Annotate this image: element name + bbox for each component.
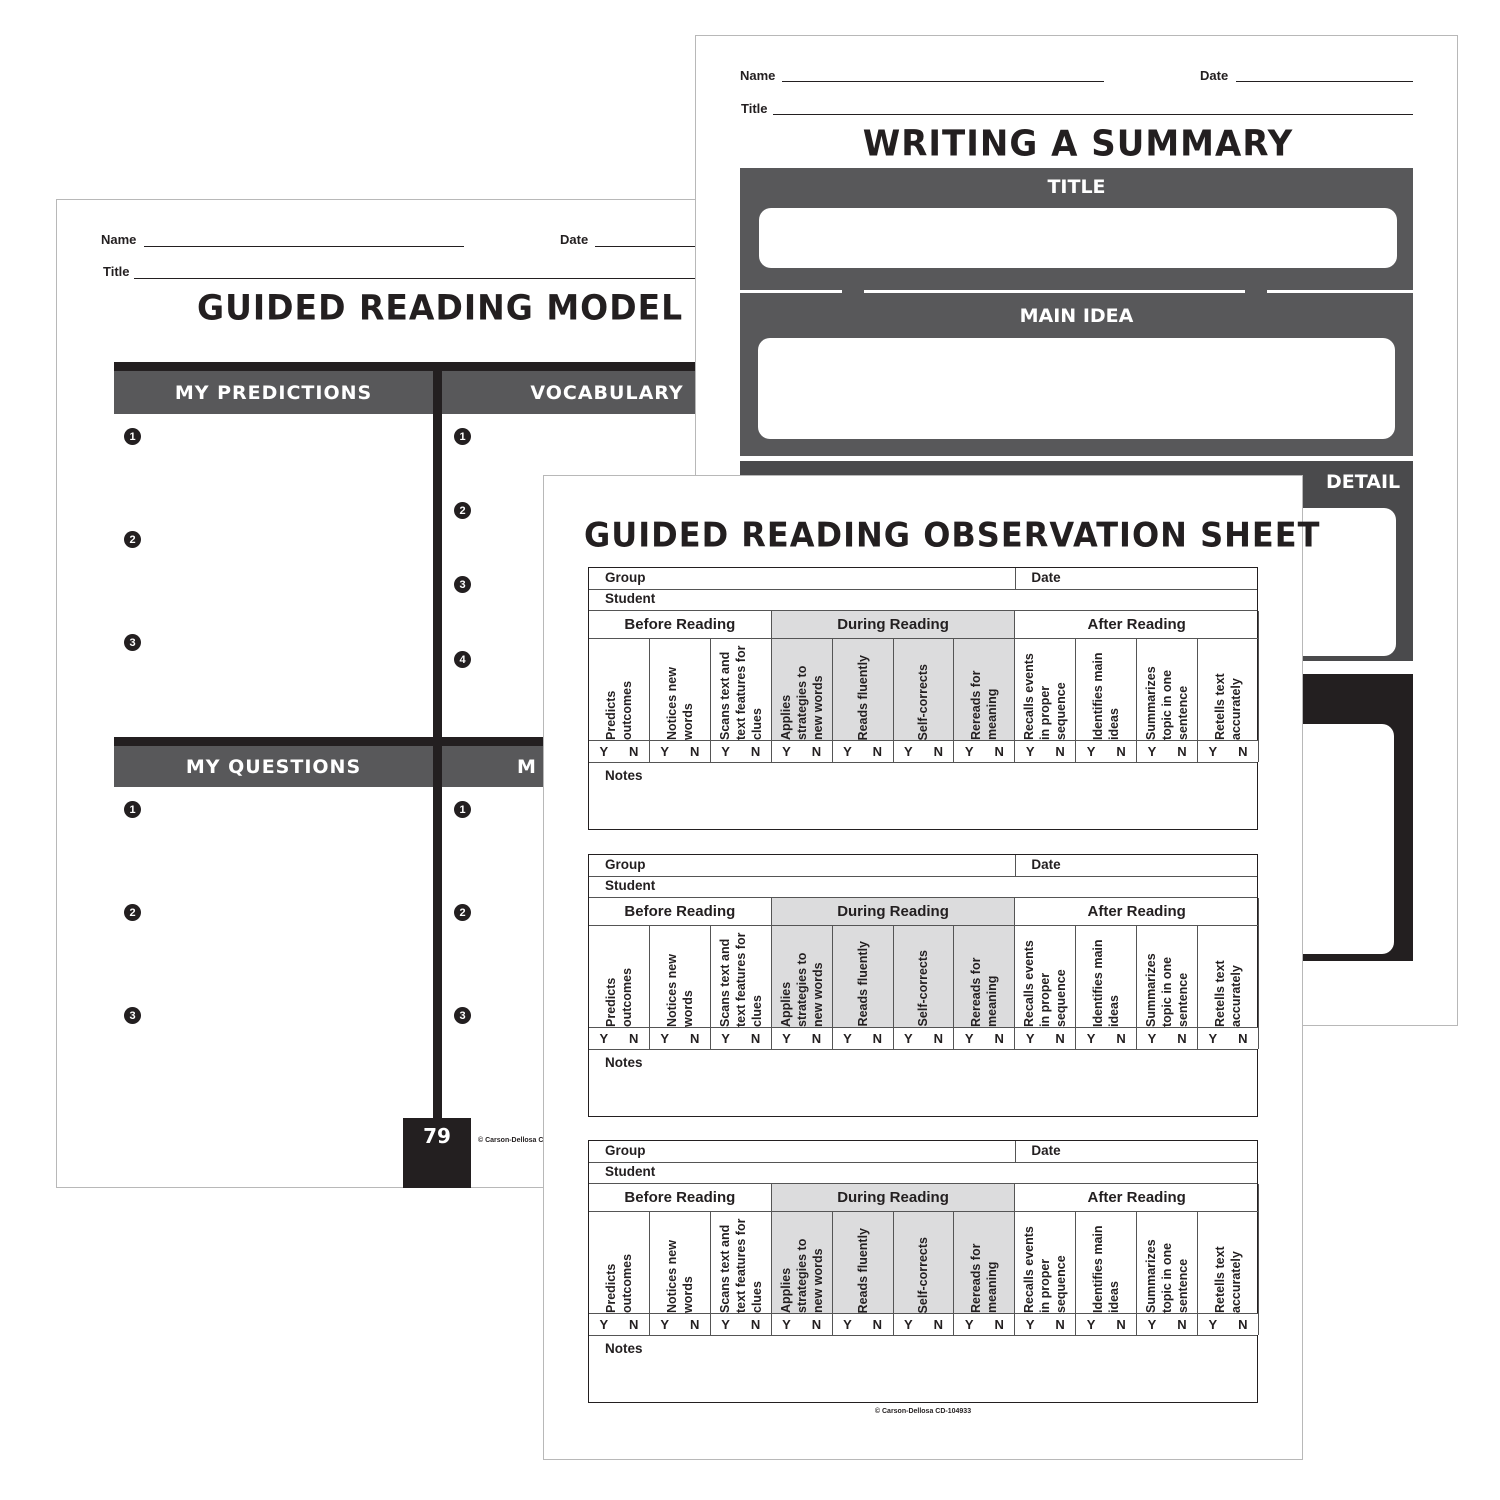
no-option[interactable]: N <box>811 1317 822 1332</box>
no-option[interactable]: N <box>811 744 822 759</box>
yes-option[interactable]: Y <box>721 1030 730 1046</box>
connector <box>1245 286 1267 326</box>
criterion-label: Reads fluently <box>855 1227 870 1313</box>
yes-option[interactable]: Y <box>903 1317 913 1332</box>
observation-table <box>588 567 1258 830</box>
divider <box>589 1335 1257 1336</box>
criterion-column <box>1015 1212 1076 1335</box>
criterion-label: Retells text accurately <box>1213 1246 1244 1313</box>
criterion-label: Recalls events in proper sequence <box>1022 653 1069 740</box>
criterion-label: Identifies main ideas <box>1091 938 1122 1027</box>
section-header-4: M <box>442 746 772 787</box>
no-option[interactable]: N <box>689 744 700 759</box>
section-header: Before Reading <box>589 611 772 639</box>
no-option[interactable]: N <box>629 744 639 759</box>
connector <box>842 286 864 326</box>
number-marker: 3 <box>454 576 471 593</box>
section-header: After Reading <box>1015 898 1259 926</box>
criterion-column <box>650 926 711 1049</box>
criterion-label: Retells text accurately <box>1213 673 1244 740</box>
criterion-label: Applies strategies to new words <box>778 952 825 1027</box>
copyright: © Carson-Dellosa CD-104933 <box>874 1408 972 1415</box>
criterion-column <box>1137 926 1198 1049</box>
no-option[interactable]: N <box>1116 744 1126 759</box>
no-option[interactable]: N <box>629 1030 639 1046</box>
date-field[interactable] <box>1236 81 1413 82</box>
yes-option[interactable]: Y <box>1147 744 1157 759</box>
no-option[interactable]: N <box>933 1030 943 1046</box>
group-row <box>589 568 1257 590</box>
criterion-label: Summarizes topic in one sentence <box>1144 666 1191 740</box>
divider <box>589 762 1257 763</box>
number-marker: 4 <box>454 651 471 668</box>
notes-field[interactable] <box>589 1337 1257 1402</box>
criterion-label: Self-corrects <box>916 1236 931 1313</box>
no-option[interactable]: N <box>872 744 883 759</box>
criterion-label: Self-corrects <box>916 950 931 1027</box>
student-row[interactable] <box>589 1162 1257 1184</box>
observation-sheet-page <box>543 475 1321 1460</box>
yes-option[interactable]: Y <box>782 744 791 759</box>
section-header: After Reading <box>1015 1184 1259 1212</box>
section-header: After Reading <box>1015 611 1259 639</box>
student-row[interactable] <box>589 589 1257 611</box>
number-marker: 2 <box>124 531 141 548</box>
yes-option[interactable]: Y <box>964 1317 974 1332</box>
no-option[interactable]: N <box>933 744 943 759</box>
criterion-label: Rereads for meaning <box>969 1243 1000 1313</box>
number-marker: 1 <box>124 801 141 818</box>
number-marker: 3 <box>454 1007 471 1024</box>
criterion-column <box>589 639 650 762</box>
title-panel-label: TITLE <box>1047 176 1106 198</box>
criterion-label: Notices new words <box>664 953 695 1027</box>
criterion-column <box>1137 1212 1198 1335</box>
yes-option[interactable]: Y <box>903 744 913 759</box>
criterion-label: Rereads for meaning <box>969 670 1000 740</box>
page-title: GUIDED READING OBSERVATION SHEET <box>584 515 1321 555</box>
criterion-label: Rereads for meaning <box>969 957 1000 1027</box>
title-box[interactable] <box>759 208 1397 268</box>
section-header: During Reading <box>772 1184 1016 1212</box>
section-header: Before Reading <box>589 898 772 926</box>
criterion-label: Applies strategies to new words <box>778 665 825 740</box>
divider <box>1015 855 1016 876</box>
no-option[interactable]: N <box>1238 1030 1248 1046</box>
criterion-column <box>1137 639 1198 762</box>
criterion-label: Scans text and text features for clues <box>717 932 764 1027</box>
criterion-column <box>772 1212 833 1335</box>
criterion-column <box>1198 926 1259 1049</box>
criterion-column <box>1076 639 1137 762</box>
yes-option[interactable]: Y <box>1208 1317 1218 1332</box>
yes-option[interactable]: Y <box>964 744 974 759</box>
yes-option[interactable]: Y <box>903 1030 913 1046</box>
criterion-label: Predicts outcomes <box>603 680 634 740</box>
yes-option[interactable]: Y <box>721 1317 730 1332</box>
copyright: © Carson-Dellosa C <box>478 1137 544 1144</box>
number-marker: 3 <box>124 1007 141 1024</box>
number-marker: 1 <box>454 801 471 818</box>
yes-option[interactable]: Y <box>964 1030 974 1046</box>
no-option[interactable]: N <box>1177 744 1187 759</box>
no-option[interactable]: N <box>994 1030 1004 1046</box>
detail-label: DETAIL <box>1326 471 1401 493</box>
criterion-label: Applies strategies to new words <box>778 1238 825 1313</box>
criterion-column <box>772 639 833 762</box>
yes-option[interactable]: Y <box>660 1030 670 1046</box>
no-option[interactable]: N <box>994 1317 1004 1332</box>
notes-label: Notes <box>605 768 643 783</box>
criterion-column <box>589 926 650 1049</box>
no-option[interactable]: N <box>1116 1317 1126 1332</box>
criterion-column <box>1015 639 1076 762</box>
date-label: Date <box>1031 1143 1061 1158</box>
yes-option[interactable]: Y <box>1086 1317 1096 1332</box>
yes-option[interactable]: Y <box>1208 1030 1218 1046</box>
criterion-label: Predicts outcomes <box>603 1253 634 1313</box>
yes-option[interactable]: Y <box>782 1317 791 1332</box>
criterion-label: Scans text and text features for clues <box>717 1218 764 1313</box>
divider <box>1015 568 1016 589</box>
criterion-column <box>1198 639 1259 762</box>
criterion-label: Reads fluently <box>855 941 870 1027</box>
criterion-column <box>589 1212 650 1335</box>
criterion-column <box>1015 926 1076 1049</box>
number-marker: 2 <box>454 502 471 519</box>
criterion-column <box>894 639 955 762</box>
yes-option[interactable]: Y <box>660 744 670 759</box>
yes-option[interactable]: Y <box>1086 744 1096 759</box>
criterion-column <box>1198 1212 1259 1335</box>
yes-option[interactable]: Y <box>599 1317 609 1332</box>
vertical-divider <box>433 371 442 1121</box>
no-option[interactable]: N <box>1116 1030 1126 1046</box>
criterion-column <box>833 639 894 762</box>
number-marker: 3 <box>124 634 141 651</box>
criterion-label: Self-corrects <box>916 663 931 740</box>
name-field[interactable] <box>144 246 464 247</box>
yes-option[interactable]: Y <box>1025 1317 1035 1332</box>
criterion-label: Recalls events in proper sequence <box>1022 939 1069 1027</box>
no-option[interactable]: N <box>1177 1030 1187 1046</box>
notes-field[interactable] <box>589 1051 1257 1116</box>
yes-option[interactable]: Y <box>782 1030 791 1046</box>
no-option[interactable]: N <box>750 744 761 759</box>
no-option[interactable]: N <box>1238 744 1248 759</box>
no-option[interactable]: N <box>994 744 1004 759</box>
yes-option[interactable]: Y <box>843 744 852 759</box>
criterion-column <box>1076 1212 1137 1335</box>
yes-option[interactable]: Y <box>843 1030 852 1046</box>
criterion-label: Reads fluently <box>855 654 870 740</box>
criterion-column <box>711 639 772 762</box>
name-field[interactable] <box>782 81 1104 82</box>
divider <box>589 1049 1257 1050</box>
title-label: Title <box>741 101 768 116</box>
title-panel <box>740 168 1413 290</box>
criterion-label: Retells text accurately <box>1213 959 1244 1027</box>
group-label: Group <box>605 856 646 872</box>
criterion-label: Scans text and text features for clues <box>717 645 764 740</box>
date-label: Date <box>1031 856 1061 872</box>
criterion-label: Recalls events in proper sequence <box>1022 1226 1069 1313</box>
notes-label: Notes <box>605 1054 643 1070</box>
section-header-vocabulary: VOCABULARY <box>442 371 772 414</box>
page-title: WRITING A SUMMARY <box>862 123 1294 165</box>
criterion-label: Identifies main ideas <box>1091 652 1122 740</box>
title-label: Title <box>103 264 130 279</box>
yes-option[interactable]: Y <box>1086 1030 1096 1046</box>
group-label: Group <box>605 570 646 585</box>
criterion-label: Notices new words <box>664 667 695 740</box>
divider <box>1015 1141 1016 1162</box>
yes-option[interactable]: Y <box>843 1317 852 1332</box>
yes-option[interactable]: Y <box>1025 1030 1035 1046</box>
yes-option[interactable]: Y <box>1147 1317 1157 1332</box>
yes-option[interactable]: Y <box>599 1030 609 1046</box>
criterion-column <box>1076 926 1137 1049</box>
criterion-column <box>711 926 772 1049</box>
notes-label: Notes <box>605 1341 643 1356</box>
student-row[interactable] <box>589 876 1257 898</box>
number-marker: 2 <box>454 904 471 921</box>
main-idea-label: MAIN IDEA <box>1019 305 1134 327</box>
no-option[interactable]: N <box>872 1317 883 1332</box>
section-header: During Reading <box>772 898 1016 926</box>
no-option[interactable]: N <box>1238 1317 1248 1332</box>
criterion-column <box>772 926 833 1049</box>
criterion-column <box>954 639 1015 762</box>
criterion-column <box>650 1212 711 1335</box>
no-option[interactable]: N <box>689 1030 700 1046</box>
group-row <box>589 1141 1257 1163</box>
no-option[interactable]: N <box>750 1317 761 1332</box>
no-option[interactable]: N <box>689 1317 700 1332</box>
criterion-column <box>650 639 711 762</box>
yes-option[interactable]: Y <box>660 1317 670 1332</box>
name-label: Name <box>101 232 137 247</box>
yes-option[interactable]: Y <box>721 744 730 759</box>
date-label: Date <box>1200 68 1229 83</box>
criterion-label: Identifies main ideas <box>1091 1225 1122 1313</box>
criterion-column <box>894 1212 955 1335</box>
student-label: Student <box>605 591 656 606</box>
no-option[interactable]: N <box>1177 1317 1187 1332</box>
criterion-label: Notices new words <box>664 1240 695 1313</box>
yes-option[interactable]: Y <box>1147 1030 1157 1046</box>
criterion-label: Summarizes topic in one sentence <box>1144 1239 1191 1313</box>
name-label: Name <box>740 68 776 83</box>
student-label: Student <box>605 1164 656 1179</box>
criterion-label: Summarizes topic in one sentence <box>1144 952 1191 1027</box>
student-label: Student <box>605 877 656 893</box>
criterion-label: Predicts outcomes <box>603 967 634 1027</box>
observation-table <box>588 1140 1258 1403</box>
number-marker: 1 <box>124 428 141 445</box>
main-idea-box[interactable] <box>758 338 1395 439</box>
section-header: Before Reading <box>589 1184 772 1212</box>
no-option[interactable]: N <box>750 1030 761 1046</box>
criterion-column <box>954 1212 1015 1335</box>
page-number: 79 <box>403 1118 471 1188</box>
criterion-column <box>894 926 955 1049</box>
page-title: GUIDED READING MODEL <box>197 287 684 328</box>
no-option[interactable]: N <box>1055 744 1065 759</box>
date-label: Date <box>560 232 589 247</box>
observation-table <box>588 854 1258 1117</box>
group-row <box>589 855 1257 877</box>
criterion-column <box>711 1212 772 1335</box>
no-option[interactable]: N <box>811 1030 822 1046</box>
criterion-column <box>954 926 1015 1049</box>
group-label: Group <box>605 1143 646 1158</box>
yes-option[interactable]: Y <box>1208 744 1218 759</box>
yes-option[interactable]: Y <box>599 744 609 759</box>
section-header: During Reading <box>772 611 1016 639</box>
main-idea-panel <box>740 293 1413 456</box>
section-header-predictions: MY PREDICTIONS <box>114 371 433 414</box>
yes-option[interactable]: Y <box>1025 744 1035 759</box>
number-marker: 1 <box>454 428 471 445</box>
no-option[interactable]: N <box>933 1317 943 1332</box>
title-field[interactable] <box>773 114 1413 115</box>
number-marker: 2 <box>124 904 141 921</box>
criterion-column <box>833 926 894 1049</box>
no-option[interactable]: N <box>1055 1317 1065 1332</box>
notes-field[interactable] <box>589 764 1257 829</box>
no-option[interactable]: N <box>872 1030 883 1046</box>
no-option[interactable]: N <box>1055 1030 1065 1046</box>
no-option[interactable]: N <box>629 1317 639 1332</box>
criterion-column <box>833 1212 894 1335</box>
section-header-questions: MY QUESTIONS <box>114 746 433 787</box>
date-label: Date <box>1031 570 1061 585</box>
